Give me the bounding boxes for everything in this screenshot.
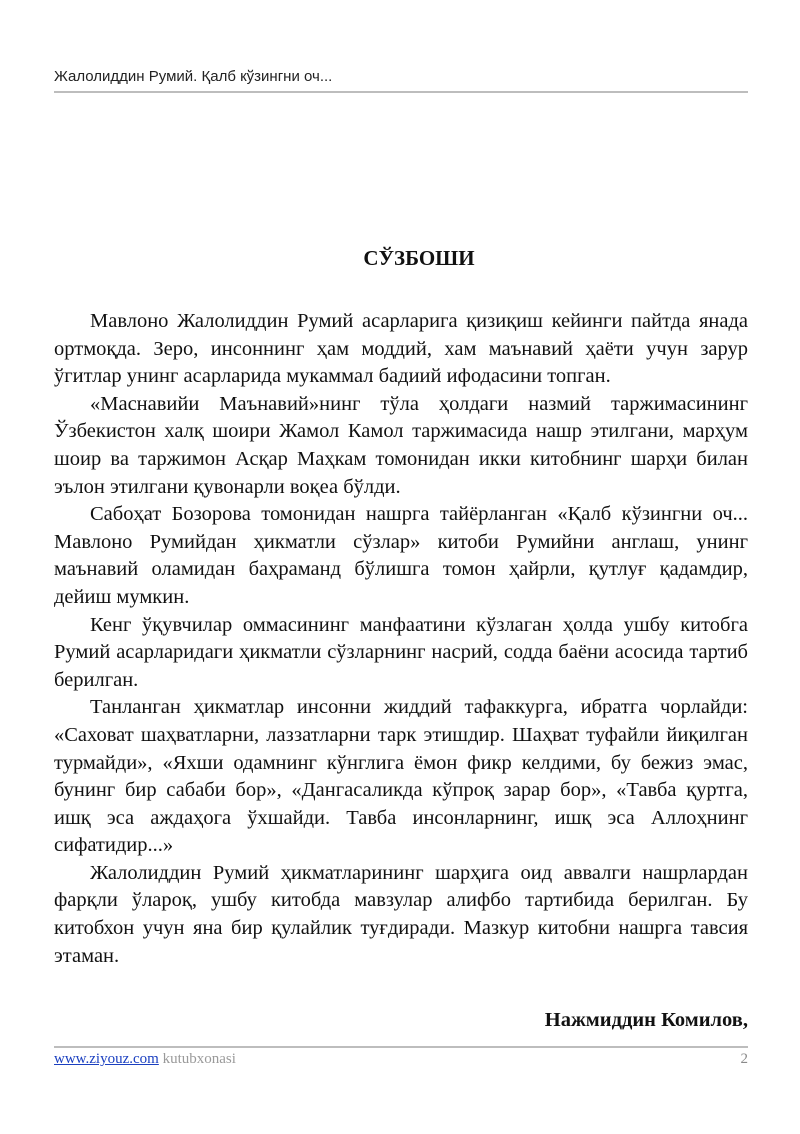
footer-credit	[54, 1051, 236, 1068]
paragraph-5: Танланган ҳикматлар инсонни жиддий тафаккурга, ибратга чорлайди: «Саховат шаҳватларни, лаззатларни тарк этишдир. Шаҳват туфайли йиқилган турмайди», «Яхши одамнинг кўнглига ёмон фикр келдими, бу бежиз эмас, бунинг бир сабаби бор», «Дангасаликда кўпроқ зарар бор», «Тавба қуртга, ишқ эса аждаҳога ўхшайди. Тавба инсонларнинг, ишқ эса Аллоҳнинг сифатидир...»	[54, 696, 748, 857]
footer-site-label: kutubxonasi	[158, 1051, 236, 1067]
page-footer	[54, 1046, 748, 1068]
running-header: Жалолиддин Румий. Қалб кўзингни оч...	[54, 68, 748, 93]
document-body	[54, 308, 748, 970]
paragraph-1: Мавлоно Жалолиддин Румий асарларига қизиқиш кейинги пайтда янада ортмоқда. Зеро, инсоннинг ҳам моддий, хам маънавий ҳаёти учун зарур ўгитлар унинг асарларида мукаммал бадиий ифодасини топган.	[54, 310, 748, 388]
paragraph-3: Сабоҳат Бозорова томонидан нашрга тайёрланган «Қалб кўзингни оч... Мавлоно Румийдан ҳикматли сўзлар» китоби Румийни англаш, унинг маънавий оламидан баҳраманд бўлишга томон ҳайрли, қутлуғ қадамдир, дейиш мумкин.	[54, 503, 748, 608]
author-signature: Нажмиддин Комилов,	[544, 1009, 748, 1031]
paragraph-6: Жалолиддин Румий ҳикматларининг шарҳига оид аввалги нашрлардан фарқли ўлароқ, ушбу китобда мавзулар алифбо тартибида берилган. Бу китобхон учун яна бир қулайлик туғдиради. Мазкур китобни нашрга тавсия этаман.	[54, 861, 748, 967]
site-link[interactable]: www.ziyouz.com	[54, 1051, 159, 1067]
page-number: 2	[740, 1051, 748, 1067]
paragraph-4: Кенг ўқувчилар оммасининг манфаатини кўзлаган ҳолда ушбу китобга Румий асарларидаги ҳикматли сўзларнинг насрий, содда баёни асосида тартиб берилган.	[54, 613, 748, 691]
paragraph-2: «Маснавийи Маънавий»нинг тўла ҳолдаги назмий таржимасининг Ўзбекистон халқ шоири Жамол Камол таржимасида нашр этилгани, марҳум шоир ва таржимон Асқар Маҳкам томонидан икки китобнинг шарҳи билан эълон этилгани қувонарли воқеа бўлди.	[54, 392, 748, 498]
page-title: СЎЗБОШИ	[363, 246, 475, 270]
